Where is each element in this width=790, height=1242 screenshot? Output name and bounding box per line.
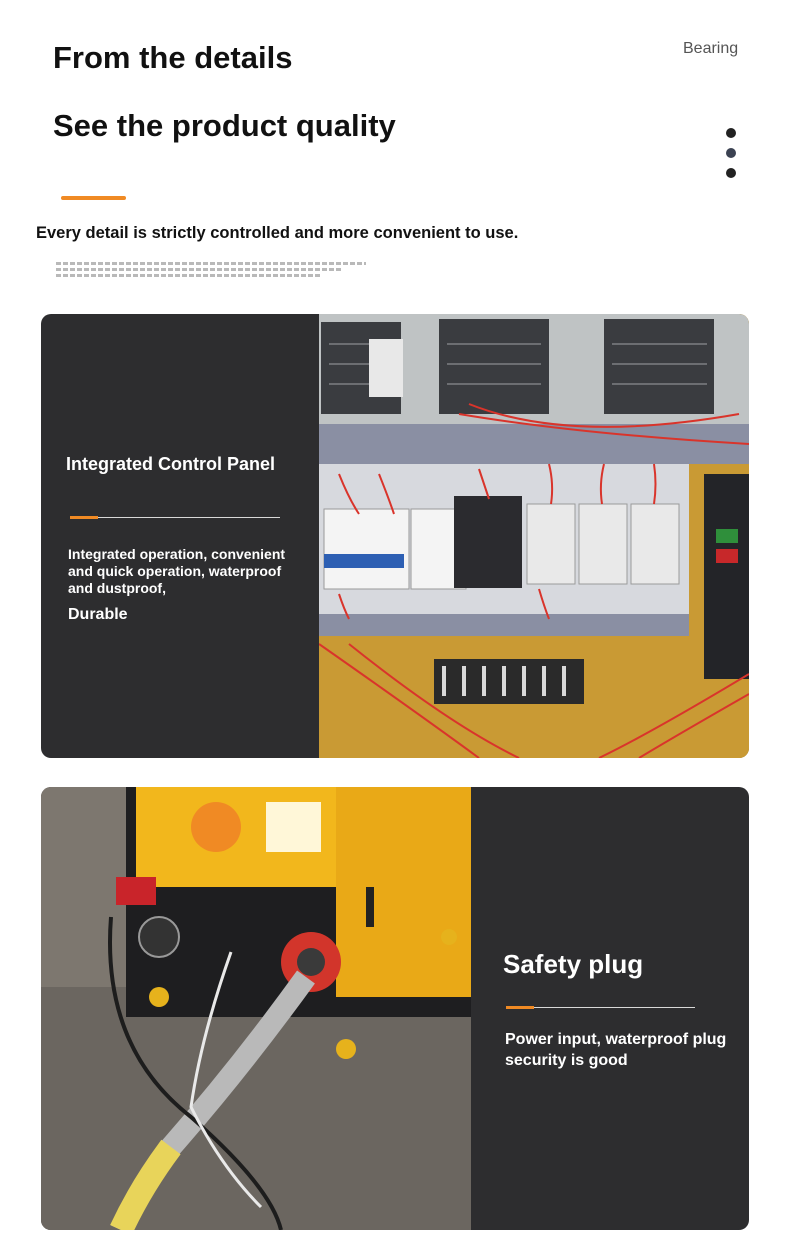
feature-title: Integrated Control Panel	[66, 454, 276, 474]
page-title: From the details	[53, 40, 293, 75]
intro-text: Every detail is strictly controlled and more convenient to use.	[36, 224, 519, 242]
feature-divider	[506, 1007, 695, 1008]
electrical-control-panel-photo	[319, 314, 749, 758]
feature-card-control-panel	[41, 314, 749, 758]
feature-card-safety-plug	[41, 787, 749, 1230]
feature-title: Safety plug	[503, 949, 644, 979]
more-dots-icon	[726, 128, 738, 188]
feature-divider	[70, 517, 280, 518]
accent-bar	[61, 196, 126, 200]
bearing-tag: Bearing	[683, 40, 739, 57]
feature-description: Integrated operation, convenient and quick operation, waterproof and dustproof,	[68, 546, 286, 596]
feature-extra: Durable	[68, 606, 128, 623]
fine-print-decoration	[56, 262, 366, 280]
feature-description: Power input, waterproof plug security is good	[505, 1031, 727, 1069]
safety-plug-machine-photo	[41, 787, 471, 1230]
page-subtitle-title: See the product quality	[53, 108, 396, 143]
header-section	[0, 0, 790, 300]
